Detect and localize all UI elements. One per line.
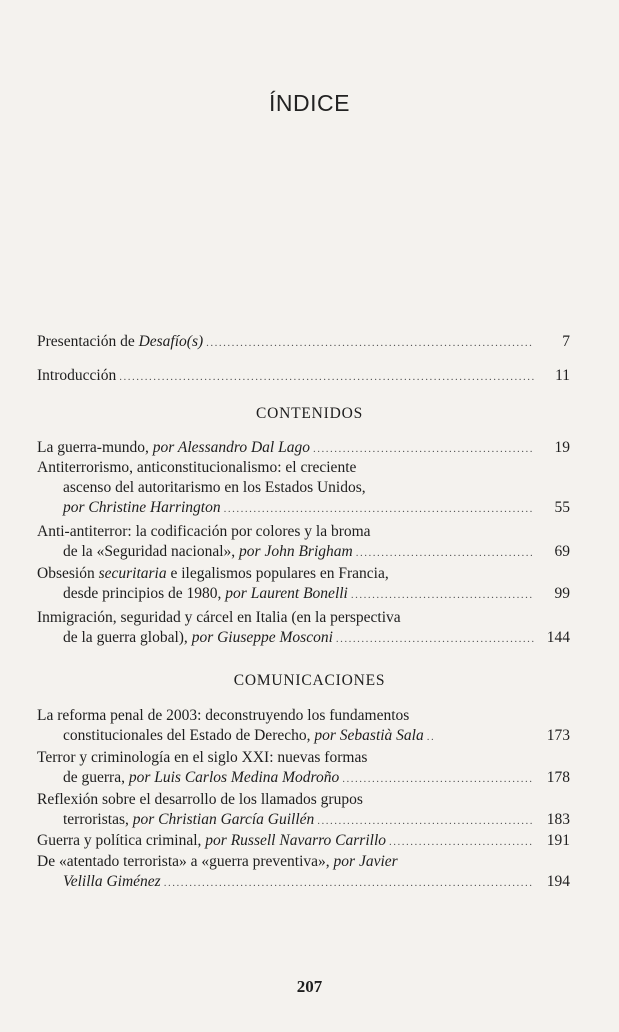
page-number: 178: [546, 769, 570, 786]
page-number: 194: [546, 873, 570, 890]
entry-text: Obsesión securitaria e ilegalismos populares en Francia,: [37, 565, 389, 582]
page-number: 55: [554, 499, 570, 516]
dot-leader: [317, 811, 534, 831]
entry-author: por Christine Harrington: [63, 499, 221, 516]
page-number: 69: [554, 543, 570, 560]
entry-text: terroristas, por Christian García Guillén: [63, 811, 315, 828]
entry-text: Inmigración, seguridad y cárcel en Italia (en la perspectiva: [37, 609, 401, 626]
entry-text: Introducción: [37, 367, 117, 384]
entry-text: de guerra, por Luis Carlos Medina Modroño: [63, 769, 340, 786]
page-number: 11: [555, 367, 570, 384]
page-number: 191: [546, 832, 570, 849]
entry-text: Reflexión sobre el desarrollo de los llamados grupos: [37, 791, 363, 808]
page-number: 183: [546, 811, 570, 828]
section-heading-contenidos: CONTENIDOS: [255, 405, 364, 422]
dot-leader: [206, 333, 534, 353]
entry-text: constitucionales del Estado de Derecho, por Sebastià Sala: [63, 727, 424, 744]
dot-leader: [224, 499, 534, 519]
dot-leader: [336, 629, 534, 649]
entry-author: Velilla Giménez: [63, 873, 161, 890]
toc-entry-introduccion[interactable]: [37, 366, 570, 386]
entry-text: Guerra y política criminal, por Russell Navarro Carrillo: [37, 832, 387, 849]
section-heading-comunicaciones: COMUNICACIONES: [233, 672, 386, 689]
page-number: 144: [546, 629, 570, 646]
entry-text: Anti-antiterror: la codificación por colores y la broma: [37, 523, 371, 540]
entry-text: de la guerra global), por Giuseppe Mosconi: [63, 629, 333, 646]
entry-text: desde principios de 1980, por Laurent Bonelli: [63, 585, 348, 602]
entry-text: La guerra-mundo, por Alessandro Dal Lago: [37, 439, 310, 456]
dot-leader: [313, 439, 534, 459]
toc-entry-contenidos-1[interactable]: [37, 438, 570, 458]
dot-leader: [356, 543, 534, 563]
page-number: 19: [554, 439, 570, 456]
dot-leader: [427, 727, 435, 747]
dot-leader: [164, 873, 534, 893]
entry-text: De «atentado terrorista» a «guerra preventiva», por Javier: [37, 853, 398, 870]
toc-entry-contenidos-5[interactable]: [37, 608, 570, 648]
toc-entry-comunicaciones-5[interactable]: [37, 852, 570, 892]
entry-text: La reforma penal de 2003: deconstruyendo los fundamentos: [37, 707, 410, 724]
dot-leader: [351, 585, 534, 605]
page-folio-number: 207: [296, 977, 323, 996]
toc-entry-presentacion[interactable]: [37, 332, 570, 352]
dot-leader: [342, 769, 534, 789]
toc-entry-comunicaciones-1[interactable]: [37, 706, 570, 746]
entry-text: Antiterrorismo, anticonstitucionalismo: el creciente: [37, 459, 357, 476]
entry-text: Presentación de Desafío(s): [37, 333, 204, 350]
dot-leader: [119, 367, 534, 387]
toc-entry-comunicaciones-3[interactable]: [37, 790, 570, 830]
dot-leader: [389, 832, 534, 852]
toc-entry-comunicaciones-2[interactable]: [37, 748, 570, 788]
toc-entry-contenidos-3[interactable]: [37, 522, 570, 562]
entry-text: Terror y criminología en el siglo XXI: nuevas formas: [37, 749, 368, 766]
toc-entry-contenidos-2[interactable]: [37, 458, 570, 518]
page-title: ÍNDICE: [269, 90, 350, 116]
toc-entry-comunicaciones-4[interactable]: [37, 831, 570, 851]
page-number: 173: [546, 727, 570, 744]
page-number: 7: [562, 333, 570, 350]
page-number: 99: [554, 585, 570, 602]
toc-entry-contenidos-4[interactable]: [37, 564, 570, 604]
entry-text: ascenso del autoritarismo en los Estados Unidos,: [63, 479, 366, 496]
entry-text: de la «Seguridad nacional», por John Brigham: [63, 543, 353, 560]
